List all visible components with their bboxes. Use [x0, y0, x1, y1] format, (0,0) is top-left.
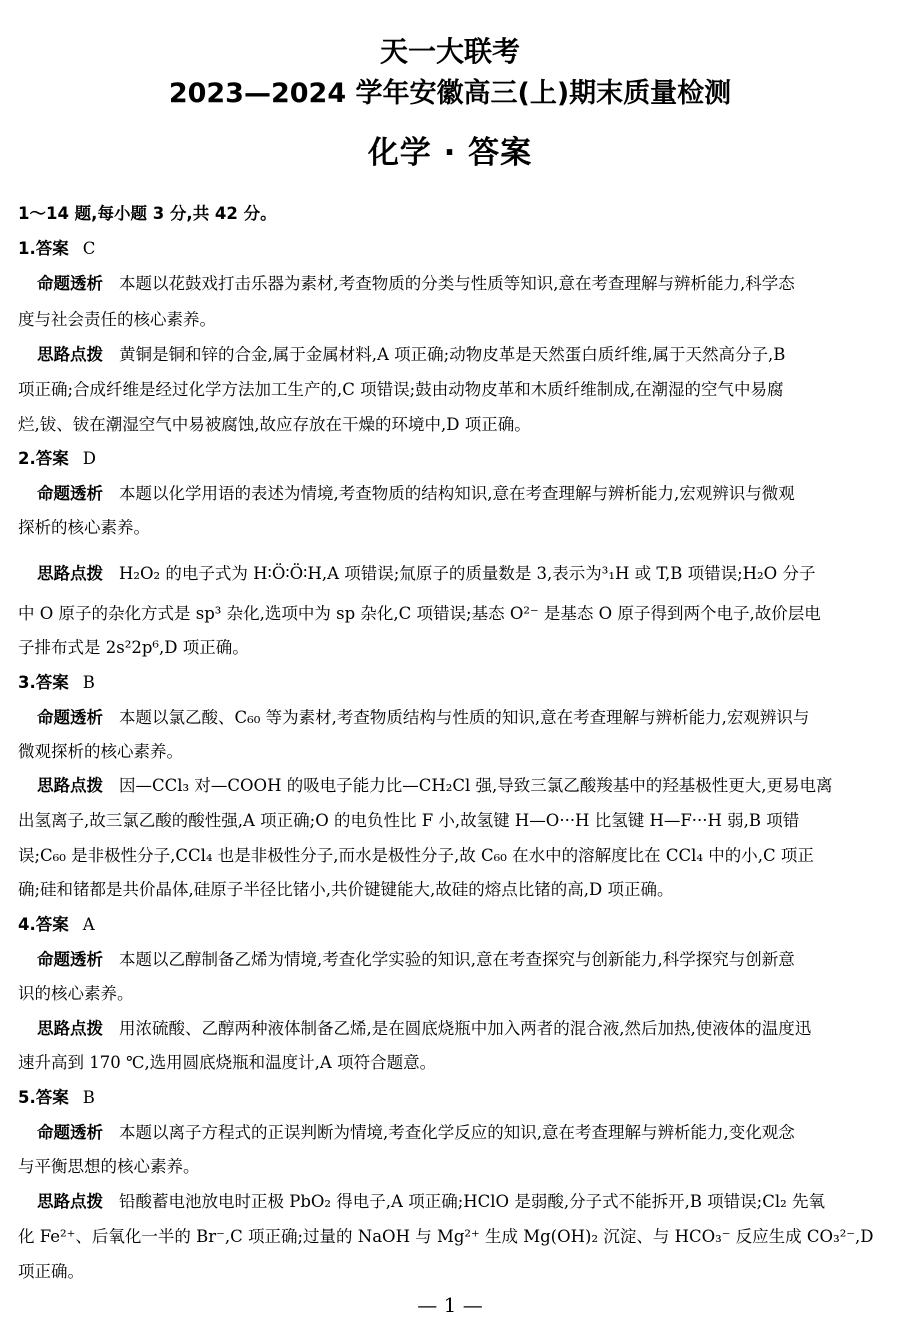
question-2-answer: 2.答案 D [18, 449, 96, 468]
question-1-answer: 1.答案 C [18, 239, 96, 258]
intro-line: 1～14 题,每小题 3 分,共 42 分。 [18, 204, 277, 223]
question-2-hint: 思路点拨 H₂O₂ 的电子式为 H∶Ö∶Ö∶H,A 项错误;氚原子的质量数是 3,表示为³₁H 或 T,B 项错误;H₂O 分子 [37, 564, 816, 583]
exam-org-title: 天一大联考 [379, 35, 520, 68]
question-1-hint-cont: 烂,钹、钹在潮湿空气中易被腐蚀,故应存放在干燥的环境中,D 项正确。 [18, 415, 531, 434]
question-1-analysis: 命题透析 本题以花鼓戏打击乐器为素材,考查物质的分类与性质等知识,意在考查理解与辨析能力,科学态 [37, 274, 795, 293]
question-3-hint: 思路点拨 因—CCl₃ 对—COOH 的吸电子能力比—CH₂Cl 强,导致三氯乙酸羧基中的羟基极性更大,更易电离 [37, 776, 833, 795]
question-4-answer: 4.答案 A [18, 915, 95, 934]
question-2-analysis-cont: 探析的核心素养。 [18, 518, 150, 537]
question-5-hint: 思路点拨 铅酸蓄电池放电时正极 PbO₂ 得电子,A 项正确;HClO 是弱酸,分子式不能拆开,B 项错误;Cl₂ 先氧 [37, 1192, 826, 1211]
question-3-analysis-cont: 微观探析的核心素养。 [18, 742, 183, 761]
question-3-hint-cont: 误;C₆₀ 是非极性分子,CCl₄ 也是非极性分子,而水是极性分子,故 C₆₀ 在水中的溶解度比在 CCl₄ 中的小,C 项正 [18, 846, 814, 865]
question-1-hint: 思路点拨 黄铜是铜和锌的合金,属于金属材料,A 项正确;动物皮革是天然蛋白质纤维,属于天然高分子,B [37, 345, 786, 364]
question-4-hint: 思路点拨 用浓硫酸、乙醇两种液体制备乙烯,是在圆底烧瓶中加入两者的混合液,然后加热,使液体的温度迅 [37, 1019, 812, 1038]
question-3-hint-cont: 出氢离子,故三氯乙酸的酸性强,A 项正确;O 的电负性比 F 小,故氢键 H—O···H 比氢键 H—F···H 弱,B 项错 [18, 811, 800, 830]
page-number: — 1 — [417, 1293, 483, 1317]
question-3-hint-cont: 确;硅和锗都是共价晶体,硅原子半径比锗小,共价键键能大,故硅的熔点比锗的高,D 项正确。 [18, 880, 674, 899]
question-2-hint-cont: 中 O 原子的杂化方式是 sp³ 杂化,选项中为 sp 杂化,C 项错误;基态 O²⁻ 是基态 O 原子得到两个电子,故价层电 [18, 604, 821, 623]
question-5-analysis: 命题透析 本题以离子方程式的正误判断为情境,考查化学反应的知识,意在考查理解与辨析能力,变化观念 [37, 1123, 795, 1142]
question-2-analysis: 命题透析 本题以化学用语的表述为情境,考查物质的结构知识,意在考查理解与辨析能力,宏观辨识与微观 [37, 484, 795, 503]
question-3-answer: 3.答案 B [18, 673, 95, 692]
question-2-hint-cont: 子排布式是 2s²2p⁶,D 项正确。 [18, 638, 249, 657]
question-5-hint-cont: 项正确。 [18, 1262, 84, 1281]
question-5-analysis-cont: 与平衡思想的核心素养。 [18, 1157, 200, 1176]
subject-title: 化学 · 答案 [367, 135, 533, 171]
question-3-analysis: 命题透析 本题以氯乙酸、C₆₀ 等为素材,考查物质结构与性质的知识,意在考查理解与辨析能力,宏观辨识与 [37, 708, 810, 727]
question-5-hint-cont: 化 Fe²⁺、后氧化一半的 Br⁻,C 项正确;过量的 NaOH 与 Mg²⁺ 生成 Mg(OH)₂ 沉淀、与 HCO₃⁻ 反应生成 CO₃²⁻,D [18, 1227, 874, 1246]
question-4-hint-cont: 速升高到 170 ℃,选用圆底烧瓶和温度计,A 项符合题意。 [18, 1053, 437, 1072]
exam-name-title: 2023—2024 学年安徽高三(上)期末质量检测 [168, 78, 732, 109]
question-1-hint-cont: 项正确;合成纤维是经过化学方法加工生产的,C 项错误;鼓由动物皮革和木质纤维制成,在潮湿的空气中易腐 [18, 380, 784, 399]
question-1-analysis-cont: 度与社会责任的核心素养。 [18, 310, 216, 329]
question-5-answer: 5.答案 B [18, 1088, 95, 1107]
question-4-analysis: 命题透析 本题以乙醇制备乙烯为情境,考查化学实验的知识,意在考查探究与创新能力,科学探究与创新意 [37, 950, 795, 969]
question-4-analysis-cont: 识的核心素养。 [18, 984, 134, 1003]
